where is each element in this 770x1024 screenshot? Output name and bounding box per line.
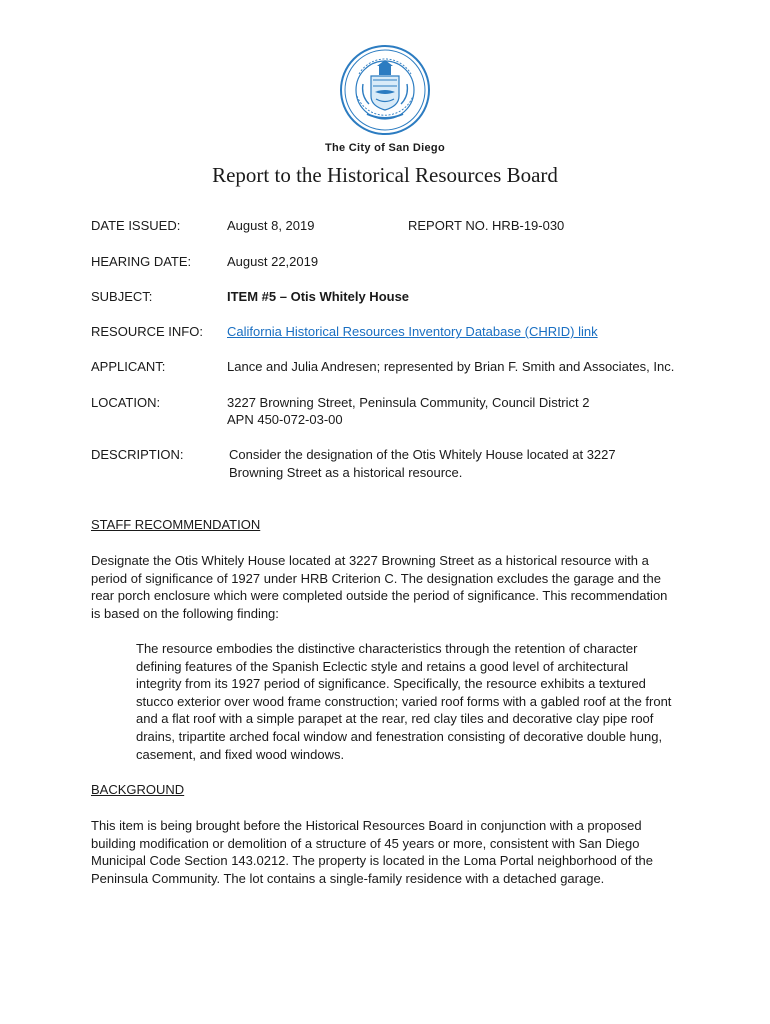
hearing-date-value: August 22,2019 [227, 254, 319, 269]
city-seal-icon [339, 44, 431, 136]
subject-value: ITEM #5 – Otis Whitely House [227, 289, 410, 304]
description-value: Consider the designation of the Otis Whitely House located at 3227 Browning Street as a historical resource. [229, 447, 616, 480]
resource-info-label: RESOURCE INFO: [91, 324, 203, 339]
location-apn: APN 450-072-03-00 [227, 412, 343, 427]
report-title: Report to the Historical Resources Board [212, 163, 558, 187]
background-heading: BACKGROUND [91, 782, 185, 797]
report-number: REPORT NO. HRB-19-030 [408, 218, 565, 233]
applicant-value: Lance and Julia Andresen; represented by Brian F. Smith and Associates, Inc. [227, 359, 675, 374]
date-issued-value: August 8, 2019 [227, 218, 315, 233]
staff-finding-paragraph: The resource embodies the distinctive characteristics through the retention of character defining features of the Spanish Eclectic style and retains a good level of architectural integrity from its 1927 period of significance. Specifically, the resource exhibits a textured stucco exterior over wood frame construction; varied roof forms with a gabled roof at the front and a flat roof with a simple parapet at the rear, red clay tiles and decorative clay pipe roof drains, tripartite arched focal window and fenestration consisting of decorative double hung, casement, and fixed wood windows. [136, 641, 672, 762]
city-seal [339, 44, 431, 136]
hearing-date-label: HEARING DATE: [91, 254, 192, 269]
description-label: DESCRIPTION: [91, 447, 184, 462]
staff-recommendation-paragraph: Designate the Otis Whitely House located at 3227 Browning Street as a historical resource with a period of significance of 1927 under HRB Criterion C. The designation excludes the garage and the rear porch enclosure which were completed outside the period of significance. This recommendation is based on the following finding: [91, 553, 668, 621]
subject-label: SUBJECT: [91, 289, 153, 304]
location-line1: 3227 Browning Street, Peninsula Community, Council District 2 [227, 395, 590, 410]
city-name-text: The City of San Diego [325, 142, 445, 154]
applicant-label: APPLICANT: [91, 359, 166, 374]
city-name [0, 142, 770, 154]
date-issued-label: DATE ISSUED: [91, 218, 181, 233]
chrid-link[interactable]: California Historical Resources Inventory Database (CHRID) link [227, 324, 598, 339]
background-paragraph: This item is being brought before the Historical Resources Board in conjunction with a proposed building modification or demolition of a structure of 45 years or more, consistent with San Diego Municipal Code Section 143.0212. The property is located in the Loma Portal neighborhood of the Peninsula Community. The lot contains a single-family residence with a detached garage. [91, 818, 654, 886]
location-label: LOCATION: [91, 395, 161, 410]
staff-recommendation-heading: STAFF RECOMMENDATION [91, 517, 261, 532]
